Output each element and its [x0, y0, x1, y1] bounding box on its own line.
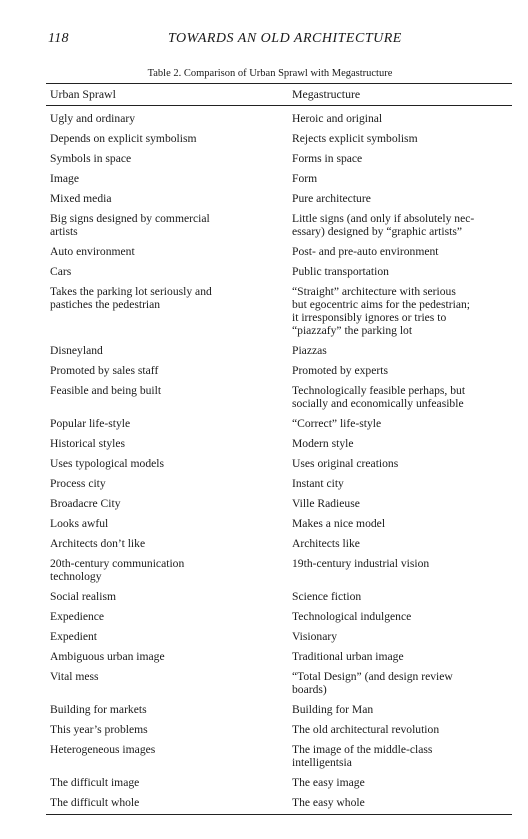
cell-megastructure: Technologically feasible perhaps, but socially and economically unfeasible: [292, 384, 466, 410]
table-row: [46, 344, 512, 357]
cell-urban-sprawl: Expedience: [50, 610, 105, 623]
cell-urban-sprawl: Disneyland: [50, 344, 103, 357]
cell-urban-sprawl: Social realism: [50, 590, 117, 603]
cell-urban-sprawl: Looks awful: [50, 517, 109, 530]
running-title: TOWARDS AN OLD ARCHITECTURE: [168, 31, 402, 46]
table-row: [46, 152, 512, 165]
cell-megastructure: Little signs (and only if absolutely nec- essary) designed by “graphic artists”: [292, 212, 475, 238]
cell-urban-sprawl: Broadacre City: [50, 497, 121, 510]
cell-urban-sprawl: Depends on explicit symbolism: [50, 132, 197, 145]
table-row: [46, 517, 512, 530]
cell-urban-sprawl: Image: [50, 172, 79, 185]
table-row: [46, 723, 512, 736]
cell-megastructure: Modern style: [292, 437, 354, 450]
cell-urban-sprawl: Takes the parking lot seriously and pastiches the pedestrian: [50, 285, 212, 311]
cell-megastructure: “Straight” architecture with serious but egocentric aims for the pedestrian; it irresponsibly ignores or tries to “piazzafy” the parking lot: [292, 285, 471, 337]
table-row: [46, 172, 512, 185]
cell-urban-sprawl: Uses typological models: [50, 457, 164, 470]
page-number: 118: [48, 31, 69, 46]
cell-urban-sprawl: Expedient: [50, 630, 98, 643]
cell-megastructure: Uses original creations: [292, 457, 399, 470]
cell-megastructure: Form: [292, 172, 318, 185]
table-row: [46, 590, 512, 603]
cell-urban-sprawl: Vital mess: [50, 670, 99, 683]
cell-megastructure: “Total Design” (and design review boards): [292, 670, 453, 696]
cell-megastructure: Science fiction: [292, 590, 362, 603]
cell-urban-sprawl: 20th-century communication technology: [50, 557, 185, 583]
cell-urban-sprawl: Ambiguous urban image: [50, 650, 165, 663]
column-header-urban-sprawl: Urban Sprawl: [50, 87, 116, 101]
table-bottom-rule: [46, 814, 512, 815]
table-row: [46, 437, 512, 450]
cell-megastructure: 19th-century industrial vision: [292, 557, 430, 570]
cell-megastructure: Piazzas: [292, 344, 327, 357]
table-row: [46, 650, 512, 663]
cell-megastructure: Visionary: [292, 630, 338, 643]
cell-megastructure: Architects like: [292, 537, 360, 550]
cell-megastructure: Traditional urban image: [292, 650, 404, 663]
cell-megastructure: The image of the middle-class intelligentsia: [292, 743, 433, 769]
cell-megastructure: Makes a nice model: [292, 517, 386, 530]
cell-megastructure: The easy image: [292, 776, 365, 789]
cell-urban-sprawl: The difficult whole: [50, 796, 140, 809]
table-row: [46, 384, 512, 410]
cell-urban-sprawl: Ugly and ordinary: [50, 112, 136, 125]
cell-urban-sprawl: Big signs designed by commercial artists: [50, 212, 210, 238]
cell-urban-sprawl: Symbols in space: [50, 152, 132, 165]
table-header-row: [46, 84, 512, 102]
table-row: [46, 245, 512, 258]
cell-urban-sprawl: Promoted by sales staff: [50, 364, 159, 377]
table-row: [46, 537, 512, 550]
table-row: [46, 557, 512, 583]
table-row: [46, 497, 512, 510]
cell-megastructure: Rejects explicit symbolism: [292, 132, 418, 145]
cell-urban-sprawl: The difficult image: [50, 776, 140, 789]
cell-megastructure: Post- and pre-auto environment: [292, 245, 439, 258]
cell-urban-sprawl: Feasible and being built: [50, 384, 162, 397]
cell-megastructure: Instant city: [292, 477, 344, 490]
cell-megastructure: Pure architecture: [292, 192, 371, 205]
cell-urban-sprawl: Heterogeneous images: [50, 743, 156, 756]
table-row: [46, 610, 512, 623]
cell-urban-sprawl: Process city: [50, 477, 106, 490]
page-header: [48, 31, 498, 51]
table-row: [46, 132, 512, 145]
cell-megastructure: Public transportation: [292, 265, 389, 278]
cell-megastructure: The easy whole: [292, 796, 365, 809]
cell-urban-sprawl: Historical styles: [50, 437, 126, 450]
cell-megastructure: Building for Man: [292, 703, 374, 716]
cell-megastructure: Technological indulgence: [292, 610, 412, 623]
table-row: [46, 192, 512, 205]
table-row: [46, 265, 512, 278]
table-row: [46, 112, 512, 125]
cell-megastructure: Ville Radieuse: [292, 497, 360, 510]
cell-urban-sprawl: Cars: [50, 265, 72, 278]
column-header-megastructure: Megastructure: [292, 87, 361, 101]
table-row: [46, 670, 512, 696]
table-row: [46, 364, 512, 377]
cell-urban-sprawl: Building for markets: [50, 703, 147, 716]
table-row: [46, 457, 512, 470]
cell-urban-sprawl: Auto environment: [50, 245, 135, 258]
table-row: [46, 417, 512, 430]
cell-megastructure: Forms in space: [292, 152, 363, 165]
cell-megastructure: Promoted by experts: [292, 364, 388, 377]
table-header-rule: [46, 105, 512, 106]
table-row: [46, 477, 512, 490]
cell-megastructure: “Correct” life-style: [292, 417, 382, 430]
table-caption: Table 2. Comparison of Urban Sprawl with Megastructure: [147, 68, 393, 79]
cell-urban-sprawl: This year’s problems: [50, 723, 148, 736]
table-row: [46, 285, 512, 337]
table-row: [46, 630, 512, 643]
table-row: [46, 743, 512, 769]
cell-urban-sprawl: Architects don’t like: [50, 537, 146, 550]
table-row: [46, 212, 512, 238]
cell-megastructure: Heroic and original: [292, 112, 383, 125]
table-row: [46, 796, 512, 809]
table-row: [46, 776, 512, 789]
cell-urban-sprawl: Mixed media: [50, 192, 112, 205]
comparison-table: [46, 83, 512, 815]
cell-urban-sprawl: Popular life-style: [50, 417, 131, 430]
table-row: [46, 703, 512, 716]
table-body: [46, 112, 512, 809]
cell-megastructure: The old architectural revolution: [292, 723, 440, 736]
